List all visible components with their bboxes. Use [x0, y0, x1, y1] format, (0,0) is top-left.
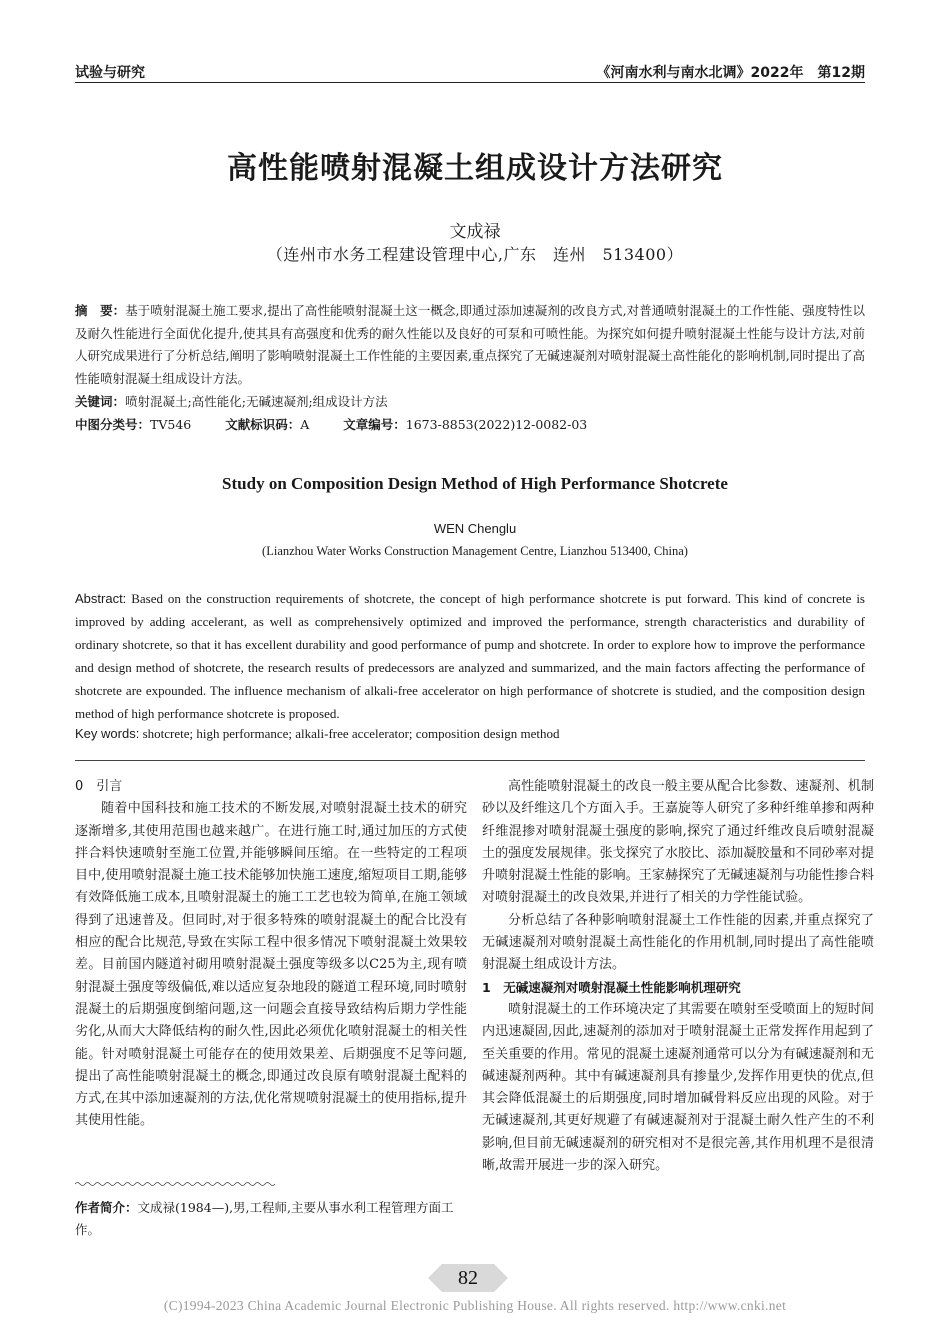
english-abstract-label: Abstract: — [75, 591, 127, 606]
header-section-label: 试验与研究 — [75, 65, 145, 81]
body-left-column — [75, 776, 467, 1133]
clc-number: 中图分类号：TV546 — [75, 417, 192, 432]
english-keywords-label: Key words: — [75, 726, 140, 741]
chinese-keywords — [75, 392, 865, 410]
english-author: WEN Chenglu — [433, 521, 517, 536]
article-affiliation: （连州市水务工程建设管理中心,广东 连州 513400） — [266, 245, 684, 264]
english-keywords-text: shotcrete; high performance; alkali-free accelerator; composition design method — [142, 726, 560, 741]
article-number: 文章编号：1673-8853(2022)12-0082-03 — [343, 417, 588, 432]
classification-meta — [75, 415, 865, 433]
section-heading-1: 1 无碱速凝剂对喷射混凝土性能影响机理研究 — [482, 979, 741, 995]
english-title: Study on Composition Design Method of High Performance Shotcrete — [222, 474, 728, 493]
english-affiliation: (Lianzhou Water Works Construction Management Centre, Lianzhou 513400, China) — [262, 544, 688, 558]
section-heading-intro: 0 引言 — [75, 779, 123, 794]
right-paragraph-2: 分析总结了各种影响喷射混凝土工作性能的因素,并重点探究了无碱速凝剂对喷射混凝土高性能化的作用机制,同时提出了高性能喷射混凝土组成设计方法。 — [482, 912, 874, 973]
intro-paragraph: 随着中国科技和施工技术的不断发展,对喷射混凝土技术的研究逐渐增多,其使用范围也越来越广。在进行施工时,通过加压的方式使拌合料快速喷射至施工位置,并能够瞬间压缩。在一些特定的工程项目中,使用喷射混凝土施工技术能够加快施工速度,缩短项目工期,能够有效降低施工成本,且喷射混凝土的施工工艺也较为简单,在施工领域得到了迅速普及。但同时,对于很多特殊的喷射混凝土的配合比没有相应的配合比规范,导致在实际工程中很多情况下喷射混凝土效果较差。目前国内隧道衬砌用喷射混凝土强度等级多以C25为主,现有喷射混凝土强度等级偏低,难以适应复杂地段的隧道工程环境,同时喷射混凝土的后期强度倒缩问题,这一问题会直接导致结构后期力学性能劣化,从而大大降低结构的耐久性,因此必须优化喷射混凝土的相关性能。针对喷射混凝土可能存在的使用效果差、后期强度不足等问题,提出了高性能喷射混凝土的概念,即通过改良原有喷射混凝土配料的方式,在其中添加速凝剂的方法,优化常规喷射混凝土的使用指标,提升其使用性能。 — [75, 801, 467, 1129]
article-title: 高性能喷射混凝土组成设计方法研究 — [227, 151, 723, 186]
english-keywords — [75, 726, 865, 742]
footnote-text: 文成禄(1984—),男,工程师,主要从事水利工程管理方面工作。 — [75, 1200, 454, 1237]
chinese-abstract — [75, 300, 865, 390]
abstract-separator — [75, 760, 865, 761]
document-code: 文献标识码：A — [225, 417, 310, 432]
section-1-paragraph: 喷射混凝土的工作环境决定了其需要在喷射至受喷面上的短时间内迅速凝固,因此,速凝剂的添加对于喷射混凝土正常发挥作用起到了至关重要的作用。常见的混凝土速凝剂通常可以分为有碱速凝剂和无碱速凝剂两种。其中有碱速凝剂具有掺量少,发挥作用更快的优点,但其会降低混凝土的后期强度,同时增加碱骨料反应出现的风险。对于无碱速凝剂,其更好规避了有碱速凝剂对于混凝土耐久性产生的不利影响,但目前无碱速凝剂的研究相对不是很完善,其作用机理不是很清晰,故需开展进一步的深入研究。 — [482, 1001, 874, 1174]
copyright-footer: (C)1994-2023 China Academic Journal Electronic Publishing House. All rights reserved. http://www.cnki.net — [163, 1298, 787, 1313]
keywords-text: 喷射混凝土;高性能化;无碱速凝剂;组成设计方法 — [125, 394, 388, 409]
keywords-label: 关键词： — [75, 394, 126, 409]
footnote-wavy-rule — [75, 1181, 275, 1187]
abstract-label: 摘 要： — [75, 303, 126, 318]
author-footnote — [75, 1197, 467, 1241]
english-abstract — [75, 587, 865, 725]
article-author: 文成禄 — [449, 222, 501, 242]
abstract-text: 基于喷射混凝土施工要求,提出了高性能喷射混凝土这一概念,即通过添加速凝剂的改良方式,对普通喷射混凝土的工作性能、强度特性以及耐久性能进行全面优化提升,使其具有高强度和优秀的耐久性能以及良好的可泵和可喷性能。为探究如何提升喷射混凝土性能与设计方法,对前人研究成果进行了分析总结,阐明了影响喷射混凝土工作性能的主要因素,重点探究了无碱速凝剂对喷射混凝土高性能化的影响机制,同时提出了高性能喷射混凝土组成设计方法。 — [75, 303, 865, 386]
english-abstract-text: Based on the construction requirements of shotcrete, the concept of high performance shotcrete is put forward. This kind of concrete is improved by adding accelerant, as well as comprehensively optimized and improved the performance, strength characteristics and durability of ordinary shotcrete, so that it has excellent durability and good performance of pump and shotcrete. In order to explore how to improve the performance and design method of shotcrete, the research results of predecessors are analyzed and summarized, and the main factors affecting the performance of shotcrete are expounded. The influence mechanism of alkali-free accelerator on high performance of shotcrete is studied, and the composition design method of high performance shotcrete is proposed. — [75, 591, 865, 721]
header-rule — [75, 82, 865, 83]
right-paragraph-1: 高性能喷射混凝土的改良一般主要从配合比参数、速凝剂、机制砂以及纤维这几个方面入手。王嘉旋等人研究了多种纤维单掺和两种纤维混掺对喷射混凝土强度的影响,探究了通过纤维改良后喷射混凝土的强度发展规律。张戈探究了水胶比、添加凝胶量和不同砂率对提升喷射混凝土性能的影响。王家赫探究了无碱速凝剂与功能性掺合料对喷射混凝土的改良效果,并进行了相关的力学性能试验。 — [482, 779, 874, 906]
body-right-column — [482, 776, 874, 1177]
header-journal-info: 《河南水利与南水北调》2022年 第12期 — [596, 65, 865, 81]
page-number: 82 — [458, 1267, 478, 1289]
footnote-label: 作者简介： — [75, 1200, 138, 1215]
